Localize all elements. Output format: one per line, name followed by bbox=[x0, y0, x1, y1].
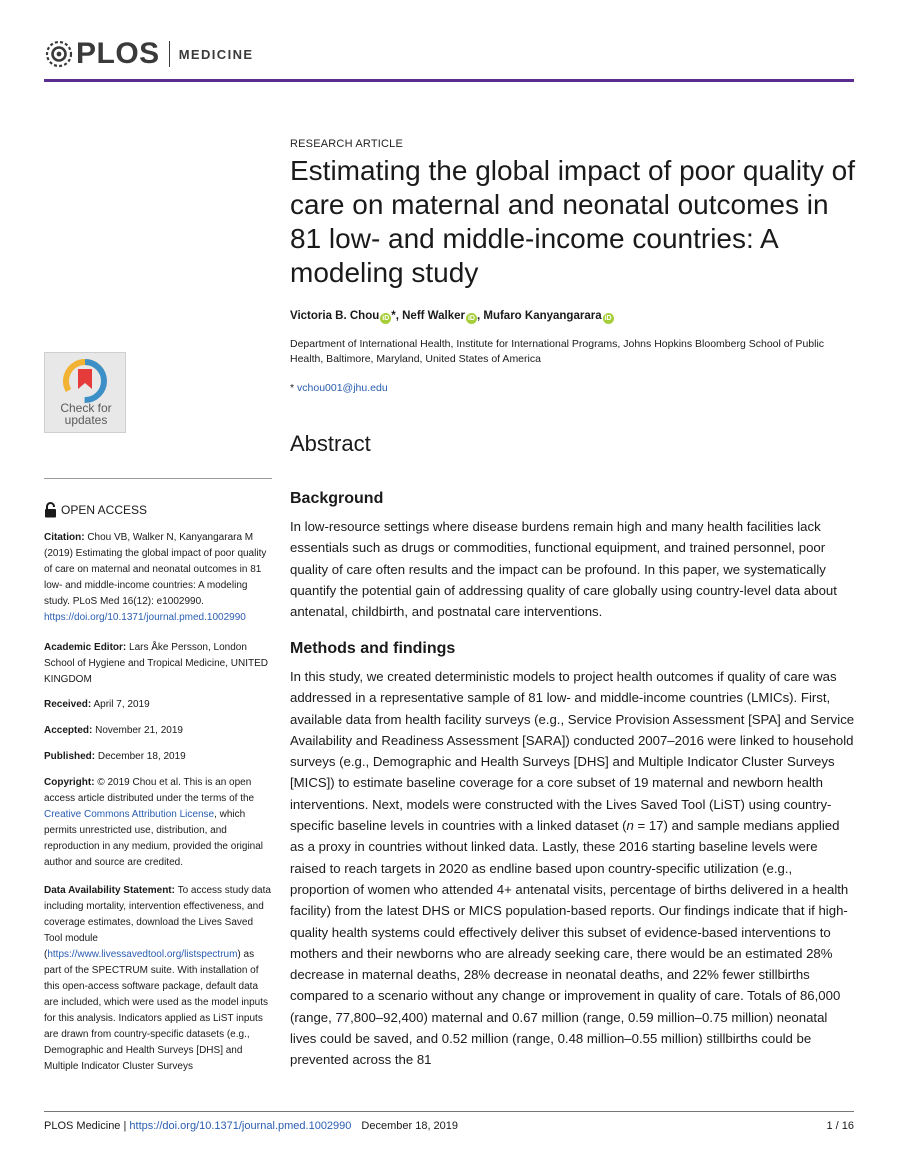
orcid-icon[interactable]: iD bbox=[604, 315, 612, 322]
author-list bbox=[290, 310, 614, 324]
citation-text: Chou VB, Walker N, Kanyangarara M (2019) Estimating the global impact of poor quality of care on maternal and neonatal outcomes in 81 low- and middle-income countries: A modeling study. PLoS Med 16(12): e1002990. bbox=[44, 532, 267, 607]
logo-divider bbox=[169, 41, 170, 67]
lives-saved-tool-link[interactable]: https://www.livessavedtool.org/listspectrum bbox=[47, 949, 238, 960]
affiliation: Department of International Health, Institute for International Programs, Johns Hopkins Bloomberg School of Public Health, Baltimore, Maryland, United States of America bbox=[290, 338, 825, 365]
background-heading: Background bbox=[290, 490, 384, 507]
published-block bbox=[44, 749, 272, 765]
page-footer bbox=[44, 1120, 854, 1132]
methods-text-part: = 17) and sample medians applied as a proxy in countries without linked data. Lastly, these 2016 starting baseline levels were raised to reach targets in 2020 as endline based upon country-specific utilization (e.g., proportion of women who attended 4+ antenatal visits, percentage of births delivered in a health facility) from the latest DHS or MICS population-based reports. Our findings indicate that if high-quality health systems could effectively deliver this subset of evidence-based interventions to mothers and their newborns who are already seeking care, there would be an estimated 28% decrease in maternal deaths, 28% decrease in neonatal deaths, and 22% fewer stillbirths compared to a scenario without any change or improvement in quality of care. Totals of 86,000 (range, 77,800–92,400) maternal and 0.67 million (range, 0.59 million–0.75 million) neonatal lives could be saved, and 0.52 million (range, 0.48 million–0.55 million) stillbirths could be prevented across the 81 bbox=[290, 818, 849, 1068]
n-variable: n bbox=[626, 818, 634, 834]
author-separator: , bbox=[395, 310, 403, 322]
received-block bbox=[44, 697, 272, 713]
data-availability-text: ) as part of the SPECTRUM suite. With installation of this open-access software package, default data are included, which were used as the model inputs for this analysis. Indicators applied as LiST inputs are drawn from country-specific datasets (e.g., Demographic and Health Surveys [DHS] and Multiple Indicator Cluster Surveys bbox=[44, 949, 269, 1072]
check-for-updates-badge[interactable] bbox=[44, 352, 126, 433]
email-link[interactable]: vchou001@jhu.edu bbox=[297, 382, 388, 394]
footer-divider bbox=[44, 1111, 854, 1112]
open-lock-icon bbox=[44, 502, 57, 518]
crossmark-icon bbox=[63, 359, 107, 403]
logo-text: PLOS bbox=[76, 37, 160, 70]
author-name[interactable]: Victoria B. Chou bbox=[290, 310, 380, 322]
author-separator: , bbox=[476, 310, 484, 322]
badge-label bbox=[45, 402, 127, 426]
sidebar-divider bbox=[44, 478, 272, 479]
correspondence bbox=[290, 382, 388, 394]
plos-logo[interactable] bbox=[44, 36, 253, 72]
copyright-label: Copyright: bbox=[44, 777, 95, 788]
data-availability-text: To access study data including mortality, intervention effectiveness, and coverage estimates, download the Lives Saved Tool module ( bbox=[44, 885, 271, 960]
editor-text: Lars Åke Persson, London School of Hygiene and Tropical Medicine, UNITED KINGDOM bbox=[44, 642, 268, 685]
background-paragraph: In low-resource settings where disease burdens remain high and many health facilities lack essentials such as drugs or commodities, functional equipment, and trained personnel, poor quality of care often results and the impact can be profound. In this paper, we systematically quantify the potential gain of addressing quality of care globally using country-level data about antenatal, childbirth, and postnatal care interventions. bbox=[290, 519, 837, 620]
methods-text-part: In this study, we created deterministic models to project health outcomes if quality of care was addressed in a representative sample of 81 low- and middle-income countries (LMICs). First, available data from health facility surveys (e.g., Service Provision Assessment [SPA] and Service Availability and Readiness Assessment [SARA]) conducted 2007–2016 were linked to household surveys (e.g., Demographic and Health Surveys [DHS] and Multiple Indicator Cluster Surveys [MICS]) to estimate baseline coverage for a core subset of 19 maternal and newborn health interventions. Next, models were constructed with the Lives Saved Tool (LiST) using country-specific baseline levels in countries with a linked dataset ( bbox=[290, 669, 855, 834]
open-access-label bbox=[44, 502, 147, 518]
editor-label: Academic Editor: bbox=[44, 642, 127, 653]
open-access-text: OPEN ACCESS bbox=[61, 503, 148, 517]
badge-line: Check for bbox=[60, 401, 112, 415]
data-availability-label: Data Availability Statement: bbox=[44, 885, 175, 896]
data-availability-block bbox=[44, 883, 272, 1075]
received-date: April 7, 2019 bbox=[91, 699, 150, 710]
citation-doi-link[interactable]: https://doi.org/10.1371/journal.pmed.1002990 bbox=[44, 612, 246, 623]
page-number: 1 / 16 bbox=[826, 1120, 854, 1132]
journal-header bbox=[44, 36, 854, 82]
orcid-icon[interactable]: iD bbox=[467, 315, 475, 322]
author-name[interactable]: Mufaro Kanyangarara bbox=[483, 310, 602, 322]
published-date: December 18, 2019 bbox=[95, 751, 186, 762]
citation-label: Citation: bbox=[44, 532, 85, 543]
citation-block bbox=[44, 530, 272, 626]
methods-heading: Methods and findings bbox=[290, 640, 456, 657]
footer-date: December 18, 2019 bbox=[361, 1120, 459, 1132]
header-divider bbox=[44, 79, 854, 82]
editor-block bbox=[44, 640, 272, 688]
received-label: Received: bbox=[44, 699, 92, 710]
background-text bbox=[290, 516, 855, 622]
author-name[interactable]: Neff Walker bbox=[402, 310, 465, 322]
published-label: Published: bbox=[44, 751, 96, 762]
footer-journal: PLOS Medicine | bbox=[44, 1120, 130, 1132]
accepted-block bbox=[44, 723, 272, 739]
article-title: Estimating the global impact of poor quality of care on maternal and neonatal outcomes in 81 low- and middle-income countries: A modeling study bbox=[290, 155, 855, 288]
accepted-label: Accepted: bbox=[44, 725, 93, 736]
corresponding-mark: * bbox=[391, 310, 396, 322]
footer-doi-link[interactable]: https://doi.org/10.1371/journal.pmed.1002990 bbox=[129, 1120, 352, 1132]
email-marker: * bbox=[290, 382, 295, 394]
plos-logo-icon bbox=[44, 39, 74, 69]
journal-name: MEDICINE bbox=[178, 46, 254, 62]
copyright-text: © 2019 Chou et al. This is an open access article distributed under the terms of the bbox=[44, 777, 255, 804]
abstract-heading: Abstract bbox=[290, 431, 371, 456]
article-type: RESEARCH ARTICLE bbox=[290, 138, 404, 150]
methods-paragraph bbox=[290, 666, 855, 1071]
copyright-text: , which permits unrestricted use, distribution, and reproduction in any medium, provided the original author and source are credited. bbox=[44, 809, 264, 868]
accepted-date: November 21, 2019 bbox=[92, 725, 183, 736]
copyright-block bbox=[44, 775, 272, 871]
license-link[interactable]: Creative Commons Attribution License bbox=[44, 809, 215, 820]
methods-text bbox=[290, 666, 855, 1071]
orcid-icon[interactable]: iD bbox=[382, 315, 390, 322]
badge-line: updates bbox=[64, 413, 108, 427]
